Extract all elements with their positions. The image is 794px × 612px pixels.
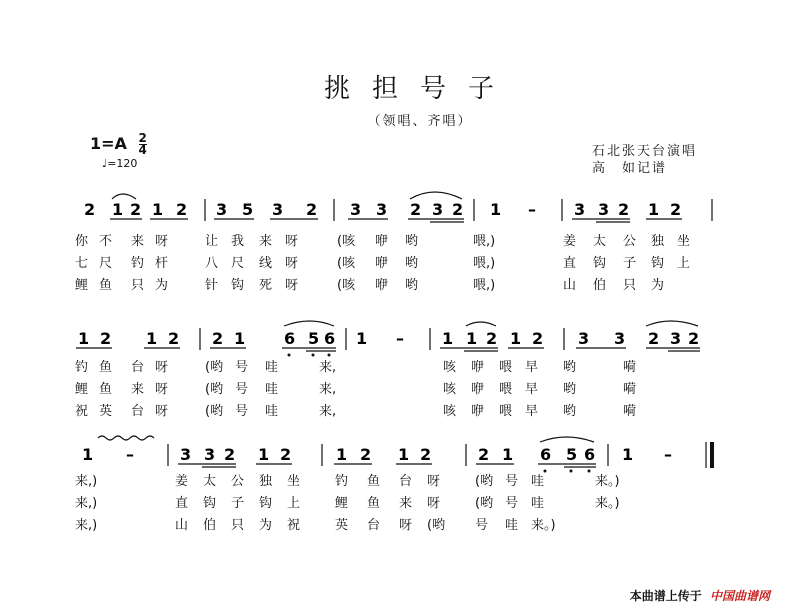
lyric-syllable: (咳	[337, 278, 356, 293]
lyric-syllable: 哟	[563, 382, 577, 397]
lyric-line-1	[75, 230, 715, 248]
lyric-syllable: 子	[231, 496, 245, 511]
lyric-syllable: (咳	[337, 234, 356, 249]
lyric-syllable: 钩	[593, 256, 607, 271]
lyric-syllable: 鱼	[367, 496, 381, 511]
lyric-line-2	[75, 492, 715, 510]
lyric-syllable: 英	[335, 518, 349, 533]
lyric-syllable: 上	[677, 256, 691, 271]
lyric-line-3	[75, 400, 715, 418]
lyric-syllable: 咿	[375, 234, 389, 249]
lyric-line-3	[75, 274, 715, 292]
note: 1	[78, 329, 90, 348]
lyric-syllable: 鱼	[99, 278, 113, 293]
lyric-syllable: 呀	[427, 474, 441, 489]
note: 1	[502, 445, 514, 464]
song-title: 挑担号子	[323, 74, 516, 104]
lyric-syllable: (哟	[475, 496, 494, 511]
note: 3	[272, 200, 284, 219]
slur	[466, 322, 496, 326]
lyric-line-2	[75, 252, 715, 270]
note: 1	[82, 445, 94, 464]
lyrics-row-2	[75, 356, 715, 426]
lyric-syllable: 号	[505, 496, 519, 511]
note: 2	[410, 200, 422, 219]
lyric-syllable: 公	[231, 474, 245, 489]
lyric-syllable: 上	[287, 496, 301, 511]
lyric-syllable: 咿	[375, 278, 389, 293]
time-sig-top: 2	[138, 131, 147, 145]
lyric-syllable: 尺	[231, 256, 245, 271]
lyric-syllable: (哟	[205, 360, 224, 375]
note: 3	[376, 200, 388, 219]
lyric-syllable: 咳	[443, 404, 457, 419]
lyric-syllable: 公	[623, 234, 637, 249]
note: 3	[216, 200, 228, 219]
lyric-syllable: 嗬	[623, 382, 637, 397]
note: 1	[234, 329, 246, 348]
lyric-syllable: 喂	[499, 382, 513, 397]
note: 1	[490, 200, 502, 219]
lyric-syllable: 来	[131, 382, 145, 397]
lyric-syllable: 咿	[471, 404, 485, 419]
lyric-syllable: 太	[203, 474, 217, 489]
lyric-syllable: (哟	[205, 382, 224, 397]
lyric-syllable: 咳	[443, 360, 457, 375]
note: –	[396, 329, 404, 348]
lyric-syllable: 鱼	[99, 360, 113, 375]
note: 2	[618, 200, 630, 219]
lyric-syllable: 直	[175, 496, 189, 511]
lyric-syllable: 呀	[155, 404, 169, 419]
key-signature	[90, 133, 147, 156]
note: 1	[622, 445, 634, 464]
lyric-syllable: 为	[155, 278, 169, 293]
lyric-syllable: 祝	[75, 404, 89, 419]
lyric-syllable: 号	[235, 360, 249, 375]
lyric-syllable: 呀	[155, 360, 169, 375]
lyric-syllable: (咳	[337, 256, 356, 271]
note: 2	[224, 445, 236, 464]
lyric-syllable: 直	[563, 256, 577, 271]
note: 6	[324, 329, 336, 348]
note: 3	[180, 445, 192, 464]
lyric-syllable: 哟	[563, 404, 577, 419]
note: 1	[510, 329, 522, 348]
lyric-syllable: 早	[525, 404, 539, 419]
lyric-syllable: 哇	[265, 404, 279, 419]
note: 2	[486, 329, 498, 348]
lyric-syllable: 钓	[335, 474, 349, 489]
lyric-syllable: 八	[205, 256, 219, 271]
note: 1	[112, 200, 124, 219]
note: –	[528, 200, 536, 219]
note: 2	[670, 200, 682, 219]
lyric-syllable: 来,)	[75, 496, 98, 511]
lyric-syllable: 钓	[131, 256, 145, 271]
lyric-syllable: 呀	[285, 256, 299, 271]
lyric-syllable: 喂,)	[473, 256, 496, 271]
lyric-syllable: 钩	[259, 496, 273, 511]
lyric-syllable: 来	[131, 234, 145, 249]
lyrics-row-3	[75, 470, 715, 540]
final-barline-thick	[710, 442, 714, 468]
lyric-syllable: 台	[131, 360, 145, 375]
lyric-syllable: 为	[651, 278, 665, 293]
lyric-syllable: 尺	[99, 256, 113, 271]
lyric-syllable: 哟	[405, 278, 419, 293]
lyric-syllable: 号	[475, 518, 489, 533]
note: 2	[212, 329, 224, 348]
lyric-line-2	[75, 378, 715, 396]
note: 2	[280, 445, 292, 464]
note: –	[664, 445, 672, 464]
lyric-syllable: 坐	[287, 474, 301, 489]
lyric-syllable: 来,	[319, 404, 337, 419]
note: 6	[284, 329, 296, 348]
note: 1	[146, 329, 158, 348]
lyric-syllable: 哇	[265, 382, 279, 397]
note: 1	[466, 329, 478, 348]
lyric-syllable: 姜	[563, 234, 577, 249]
lyric-syllable: 祝	[287, 518, 301, 533]
lyric-syllable: 来,	[319, 360, 337, 375]
note: 6	[584, 445, 596, 464]
song-subtitle: （领唱、齐唱）	[367, 114, 473, 129]
lyric-syllable: 哇	[531, 474, 545, 489]
transcriber-credit: 高 如记谱	[592, 161, 668, 176]
note: 2	[648, 329, 660, 348]
lyric-syllable: 来。)	[595, 496, 620, 511]
lyric-syllable: 独	[259, 474, 273, 489]
lyric-syllable: 哇	[531, 496, 545, 511]
lyric-syllable: 咿	[375, 256, 389, 271]
lyric-syllable: 号	[235, 404, 249, 419]
performer-credit: 石北张天台演唱	[592, 144, 698, 159]
note: 1	[356, 329, 368, 348]
lyric-syllable: 哟	[563, 360, 577, 375]
lyric-syllable: 来	[259, 234, 273, 249]
lyric-syllable: 哇	[265, 360, 279, 375]
lyric-syllable: 咳	[443, 382, 457, 397]
footer-credit	[630, 587, 770, 604]
lyric-syllable: 只	[623, 278, 637, 293]
lyric-syllable: 为	[259, 518, 273, 533]
lyric-syllable: 哇	[505, 518, 519, 533]
lyric-syllable: 伯	[203, 518, 217, 533]
lyric-syllable: 山	[175, 518, 189, 533]
lyric-syllable: (哟	[427, 518, 446, 533]
lyric-syllable: 只	[131, 278, 145, 293]
lyric-syllable: 来。)	[531, 518, 556, 533]
key-label: 1=A	[90, 134, 127, 153]
note: 3	[670, 329, 682, 348]
lyric-syllable: 鱼	[367, 474, 381, 489]
note: 2	[100, 329, 112, 348]
lyric-syllable: 呀	[285, 234, 299, 249]
lyric-syllable: (哟	[205, 404, 224, 419]
footer-text: 本曲谱上传于	[629, 589, 702, 603]
lyric-syllable: 呀	[155, 382, 169, 397]
note: 2	[84, 200, 96, 219]
lyric-syllable: 鱼	[99, 382, 113, 397]
tempo-marking: ♩=120	[102, 157, 138, 170]
lyric-syllable: 鲤	[75, 382, 89, 397]
note: 2	[532, 329, 544, 348]
lyric-syllable: 哟	[405, 234, 419, 249]
lyric-syllable: 喂	[499, 404, 513, 419]
lyric-syllable: 死	[259, 278, 273, 293]
lyric-syllable: 来,	[319, 382, 337, 397]
lyric-syllable: 七	[75, 256, 89, 271]
lyric-syllable: 只	[231, 518, 245, 533]
lyric-syllable: 号	[235, 382, 249, 397]
lyric-syllable: 喂,)	[473, 234, 496, 249]
note: –	[126, 445, 134, 464]
lyric-syllable: 鲤	[335, 496, 349, 511]
note: 2	[478, 445, 490, 464]
lyric-syllable: 杆	[155, 256, 169, 271]
lyrics-row-1	[75, 230, 715, 300]
lyric-syllable: 来。)	[595, 474, 620, 489]
lyric-syllable: 钩	[651, 256, 665, 271]
lyric-syllable: 针	[205, 278, 219, 293]
note: 6	[540, 445, 552, 464]
time-sig-bottom: 4	[138, 143, 147, 157]
note: 3	[350, 200, 362, 219]
lyric-syllable: 钓	[75, 360, 89, 375]
note: 2	[360, 445, 372, 464]
slur	[646, 321, 698, 326]
lyric-syllable: 呀	[427, 496, 441, 511]
note: 3	[574, 200, 586, 219]
lyric-syllable: 号	[505, 474, 519, 489]
lyric-syllable: 来	[399, 496, 413, 511]
lyric-line-1	[75, 356, 715, 374]
lyric-syllable: 咿	[471, 360, 485, 375]
underlines	[110, 192, 682, 222]
note: 1	[398, 445, 410, 464]
lyric-syllable: 我	[231, 234, 245, 249]
lyric-syllable: (哟	[475, 474, 494, 489]
lyric-syllable: 太	[593, 234, 607, 249]
note: 1	[258, 445, 270, 464]
lyric-syllable: 鲤	[75, 278, 89, 293]
note: 2	[168, 329, 180, 348]
lyric-syllable: 伯	[593, 278, 607, 293]
lyric-syllable: 哟	[405, 256, 419, 271]
lyric-syllable: 呀	[155, 234, 169, 249]
lyric-syllable: 早	[525, 360, 539, 375]
lyric-syllable: 呀	[285, 278, 299, 293]
slur	[540, 437, 594, 442]
lyric-syllable: 呀	[399, 518, 413, 533]
note: 5	[308, 329, 320, 348]
site-logo[interactable]: 中国曲谱网	[709, 589, 770, 603]
lyric-syllable: 独	[651, 234, 665, 249]
slur	[284, 321, 334, 326]
note: 2	[420, 445, 432, 464]
lyric-syllable: 喂	[499, 360, 513, 375]
slur	[410, 192, 462, 199]
lyric-syllable: 不	[99, 234, 113, 249]
lyric-syllable: 英	[99, 404, 113, 419]
lyric-syllable: 台	[367, 518, 381, 533]
lyric-syllable: 台	[131, 404, 145, 419]
lyric-syllable: 来,)	[75, 474, 98, 489]
note: 2	[688, 329, 700, 348]
note: 2	[452, 200, 464, 219]
note: 2	[176, 200, 188, 219]
lyric-syllable: 线	[259, 256, 273, 271]
lyric-syllable: 来,)	[75, 518, 98, 533]
lyric-syllable: 咿	[471, 382, 485, 397]
lyric-syllable: 嗬	[623, 360, 637, 375]
lyric-syllable: 山	[563, 278, 577, 293]
trill-mark	[98, 436, 154, 440]
note: 2	[130, 200, 142, 219]
note: 3	[204, 445, 216, 464]
note: 3	[598, 200, 610, 219]
lyric-line-3	[75, 514, 715, 532]
lyric-syllable: 姜	[175, 474, 189, 489]
lyric-syllable: 早	[525, 382, 539, 397]
lyric-syllable: 钩	[231, 278, 245, 293]
lyric-syllable: 台	[399, 474, 413, 489]
note: 3	[614, 329, 626, 348]
score-row-1	[70, 185, 730, 225]
note: 1	[442, 329, 454, 348]
lyric-line-1	[75, 470, 715, 488]
note: 5	[242, 200, 254, 219]
lyric-syllable: 让	[205, 234, 219, 249]
note: 5	[566, 445, 578, 464]
lyric-syllable: 钩	[203, 496, 217, 511]
note: 3	[578, 329, 590, 348]
lyric-syllable: 喂,)	[473, 278, 496, 293]
note: 2	[306, 200, 318, 219]
lyric-syllable: 子	[623, 256, 637, 271]
note: 3	[432, 200, 444, 219]
lyric-syllable: 你	[75, 234, 89, 249]
lyric-syllable: 坐	[677, 234, 691, 249]
note: 1	[336, 445, 348, 464]
score-row-2	[70, 316, 730, 360]
slur	[112, 194, 136, 199]
note: 1	[152, 200, 164, 219]
lyric-syllable: 嗬	[623, 404, 637, 419]
note: 1	[648, 200, 660, 219]
